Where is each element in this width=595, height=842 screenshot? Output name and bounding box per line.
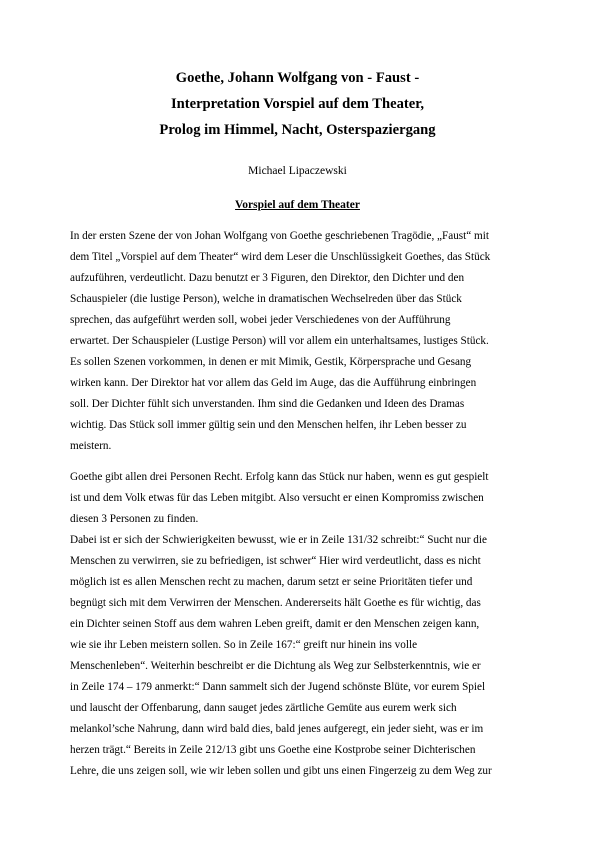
paragraph-1-line: sprechen, das aufgeführt werden soll, wobei jeder Verschiedenes von der Aufführung	[70, 313, 451, 326]
paragraph-2-line: und lauscht der Offenbarung, dann sauget jedes zärtliche Gemüte aus eurem werk sich	[70, 701, 457, 714]
paragraph-1-line: erwartet. Der Schauspieler (Lustige Person) will vor allem ein unterhaltsames, lustiges Stück.	[70, 334, 489, 347]
paragraph-1-line: soll. Der Dichter fühlt sich unverstanden. Ihm sind die Gedanken und Ideen des Dramas	[70, 397, 465, 410]
title-line-3: Prolog im Himmel, Nacht, Osterspaziergang	[159, 122, 436, 138]
paragraph-1-line: dem Titel „Vorspiel auf dem Theater“ wird dem Leser die Unschlüssigkeit Goethes, das Stück	[70, 250, 491, 263]
paragraph-2-line: Menschen zu verwirren, sie zu befriedigen, ist schwer“ Hier wird verdeutlicht, dass es nicht	[70, 555, 481, 568]
paragraph-1-line: In der ersten Szene der von Johan Wolfgang von Goethe geschriebenen Tragödie, „Faust“ mit	[70, 230, 489, 242]
paragraph-2-line: diesen 3 Personen zu finden.	[70, 513, 199, 526]
section-heading-text: Vorspiel auf dem Theater	[235, 199, 360, 211]
paragraph-2-line: möglich ist es allen Menschen recht zu machen, darum setzt er seine Prioritäten tiefer und	[70, 576, 473, 589]
paragraph-2-line: ist und dem Volk etwas für das Leben mitgibt. Also versucht er einen Kompromiss zwischen	[70, 492, 484, 505]
paragraph-2-line: Goethe gibt allen drei Personen Recht. Erfolg kann das Stück nur haben, wenn es gut gespielt	[70, 471, 489, 484]
paragraph-2-line: Lehre, die uns zeigen soll, wie wir leben sollen und gibt uns einen Fingerzeig zu dem Weg zur	[70, 764, 492, 777]
paragraph-1-line: wichtig. Das Stück soll immer gültig sein und den Menschen helfen, ihr Leben besser zu	[70, 418, 467, 431]
title-line-2: Interpretation Vorspiel auf dem Theater,	[170, 96, 425, 112]
paragraph-2-line: in Zeile 174 – 179 anmerkt:“ Dann sammelt sich der Jugend schönste Blüte, vor eurem Spiel	[70, 680, 486, 693]
paragraph-2-line: herzen trägt.“ Bereits in Zeile 212/13 gibt uns Goethe eine Kostprobe seiner Dichterischen	[70, 743, 476, 756]
author-name: Michael Lipaczewski	[248, 165, 347, 177]
paragraph-1-line: meistern.	[70, 439, 112, 452]
paragraph-1-line: aufzuführen, verdeutlicht. Dazu benutzt er 3 Figuren, den Direktor, den Dichter und den	[70, 271, 465, 284]
paragraph-2-line: melankol’sche Nahrung, dann wird bald dies, bald jenes aufgeregt, ein jeder sieht, was er im	[70, 722, 484, 735]
title-line-1: Goethe, Johann Wolfgang von - Faust -	[175, 70, 420, 86]
paragraph-2-line: Dabei ist er sich der Schwierigkeiten bewusst, wie er in Zeile 131/32 schreibt:“ Sucht nur die	[70, 534, 487, 547]
paragraph-2-line: ein Dichter seinen Stoff aus dem wahren Leben greift, damit er den Menschen zeigen kann,	[70, 618, 480, 631]
paragraph-2-line: begnügt sich mit dem Verwirren der Menschen. Andererseits hält Goethe es für wichtig, das	[70, 597, 481, 610]
paragraph-1-line: wirken kann. Der Direktor hat vor allem das Geld im Auge, das die Aufführung einbringen	[70, 376, 477, 389]
paragraph-2-line: Menschenleben“. Weiterhin beschreibt er die Dichtung als Weg zur Selbsterkenntnis, wie er	[70, 660, 481, 672]
paragraph-1-line: Es sollen Szenen vorkommen, in denen er mit Mimik, Gestik, Körpersprache und Gesang	[70, 355, 472, 368]
paragraph-2-line: wie sie ihr Leben meistern sollen. So in Zeile 167:“ greift nur hinein ins volle	[70, 639, 418, 652]
section-heading	[60, 198, 535, 212]
paragraph-1-line: Schauspieler (die lustige Person), welche in dramatischen Wechselreden über das Stück	[70, 292, 462, 305]
